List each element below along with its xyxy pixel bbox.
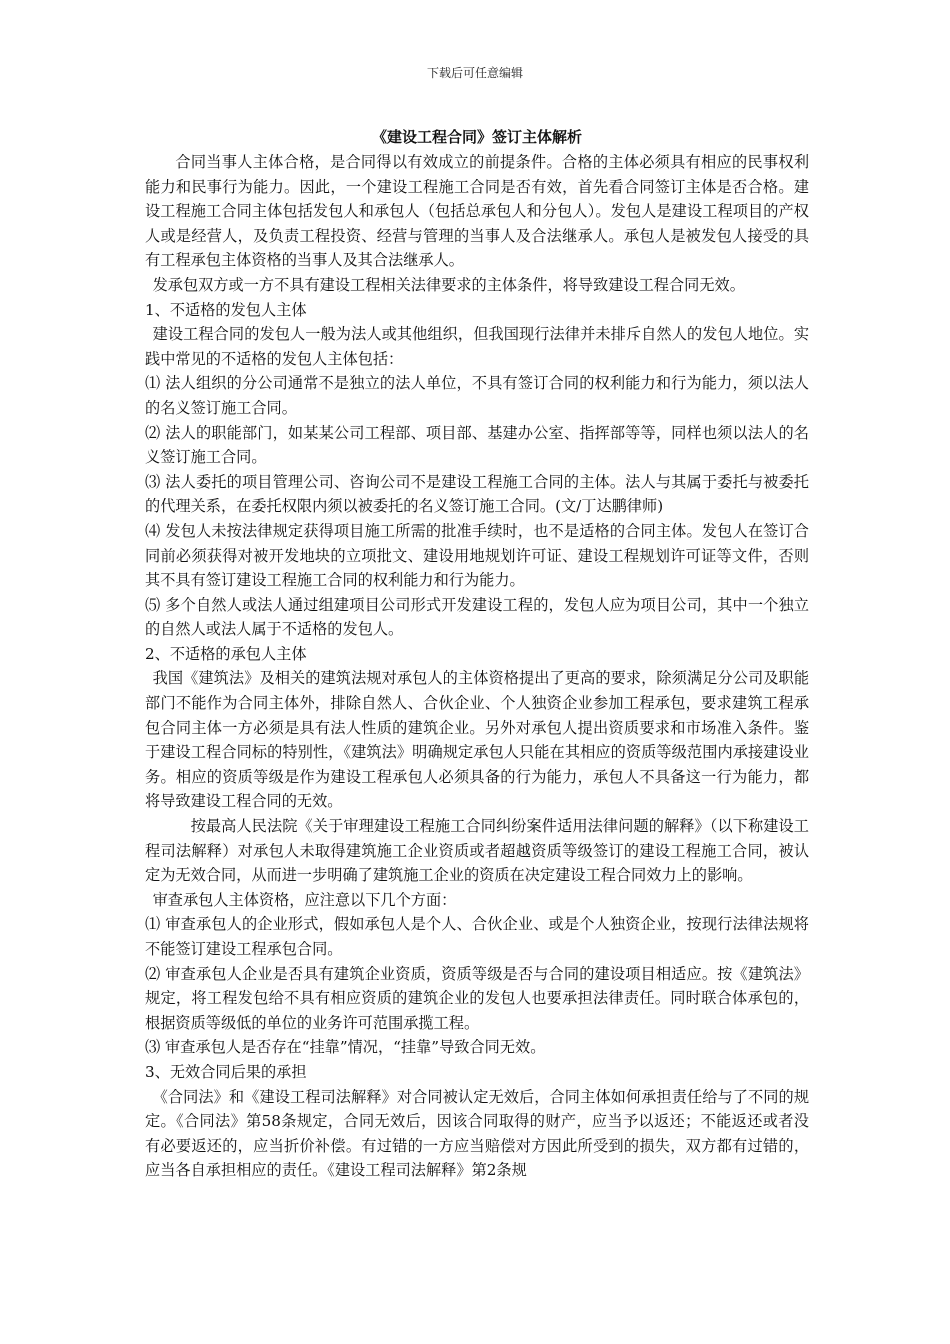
paragraph: 按最高人民法院《关于审理建设工程施工合同纠纷案件适用法律问题的解释》（以下称建设工程司法解释）对承包人未取得建筑施工企业资质或者超越资质等级签订的建设工程施工合同，被认定为无效合同，从而进一步明确了建筑施工企业的资质在决定建设工程合同效力上的影响。 xyxy=(145,817,809,885)
paragraph-list xyxy=(145,150,809,1183)
paragraph: 建设工程合同的发包人一般为法人或其他组织，但我国现行法律并未排斥自然人的发包人地位。实践中常见的不适格的发包人主体包括： xyxy=(145,325,809,368)
section-heading: 3、无效合同后果的承担 xyxy=(145,1062,307,1081)
section-heading: 1、不适格的发包人主体 xyxy=(145,300,307,319)
paragraph: ⑷ 发包人未按法律规定获得项目施工所需的批准手续时，也不是适格的合同主体。发包人在签订合同前必须获得对被开发地块的立项批文、建设用地规划许可证、建设工程规划许可证等文件，否则其不具有签订建设工程施工合同的权利能力和行为能力。 xyxy=(145,521,809,590)
paragraph: ⑵ 审查承包人企业是否具有建筑企业资质，资质等级是否与合同的建设项目相适应。按《建筑法》规定，将工程发包给不具有相应资质的建筑企业的发包人也要承担法律责任。同时联合体承包的，根据资质等级低的单位的业务许可范围承揽工程。 xyxy=(145,964,809,1032)
paragraph: ⑶ 法人委托的项目管理公司、咨询公司不是建设工程施工合同的主体。法人与其属于委托与被委托的代理关系，在委托权限内须以被委托的名义签订施工合同。(文/丁达鹏律师) xyxy=(145,472,809,516)
paragraph: 合同当事人主体合格，是合同得以有效成立的前提条件。合格的主体必须具有相应的民事权利能力和民事行为能力。因此，一个建设工程施工合同是否有效，首先看合同签订主体是否合格。建设工程施工合同主体包括发包人和承包人（包括总承包人和分包人）。发包人是建设工程项目的产权人或是经营人，及负责工程投资、经营与管理的当事人及合法继承人。承包人是被发包人接受的具有工程承包主体资格的当事人及其合法继承人。 xyxy=(145,153,809,270)
section-heading: 2、不适格的承包人主体 xyxy=(145,644,307,663)
paragraph: ⑶ 审查承包人是否存在“挂靠”情况，“挂靠”导致合同无效。 xyxy=(145,1038,546,1057)
paragraph: 《合同法》和《建设工程司法解释》对合同被认定无效后，合同主体如何承担责任给与了不同的规定。《合同法》第58条规定，合同无效后，因该合同取得的财产，应当予以返还；不能返还或者没有必要返还的，应当折价补偿。有过错的一方应当赔偿对方因此所受到的损失，双方都有过错的，应当各自承担相应的责任。《建设工程司法解释》第2条规 xyxy=(145,1087,809,1180)
paragraph: 我国《建筑法》及相关的建筑法规对承包人的主体资格提出了更高的要求，除须满足分公司及职能部门不能作为合同主体外，排除自然人、合伙企业、个人独资企业参加工程承包，要求建筑工程承包合同主体一方必须是具有法人性质的建筑企业。另外对承包人提出资质要求和市场准入条件。鉴于建设工程合同标的特别性，《建筑法》明确规定承包人只能在其相应的资质等级范围内承接建设业务。相应的资质等级是作为建设工程承包人必须具备的行为能力，承包人不具备这一行为能力，都将导致建设工程合同的无效。 xyxy=(145,669,809,811)
document-title: 《建设工程合同》签订主体解析 xyxy=(371,128,582,146)
paragraph: ⑴ 审查承包人的企业形式，假如承包人是个人、合伙企业、或是个人独资企业，按现行法律法规将不能签订建设工程承包合同。 xyxy=(145,915,809,958)
paragraph: 发承包双方或一方不具有建设工程相关法律要求的主体条件，将导致建设工程合同无效。 xyxy=(152,275,745,294)
paragraph: ⑵ 法人的职能部门，如某某公司工程部、项目部、基建办公室、指挥部等等，同样也须以法人的名义签订施工合同。 xyxy=(145,423,809,467)
document-body xyxy=(145,124,809,1183)
paragraph: ⑴ 法人组织的分公司通常不是独立的法人单位，不具有签订合同的权利能力和行为能力，须以法人的名义签订施工合同。 xyxy=(145,374,809,417)
paragraph: ⑸ 多个自然人或法人通过组建项目公司形式开发建设工程的，发包人应为项目公司，其中一个独立的自然人或法人属于不适格的发包人。 xyxy=(145,595,809,639)
header-note: 下载后可任意编辑 xyxy=(426,66,523,80)
paragraph: 审查承包人主体资格，应注意以下几个方面： xyxy=(152,890,457,909)
